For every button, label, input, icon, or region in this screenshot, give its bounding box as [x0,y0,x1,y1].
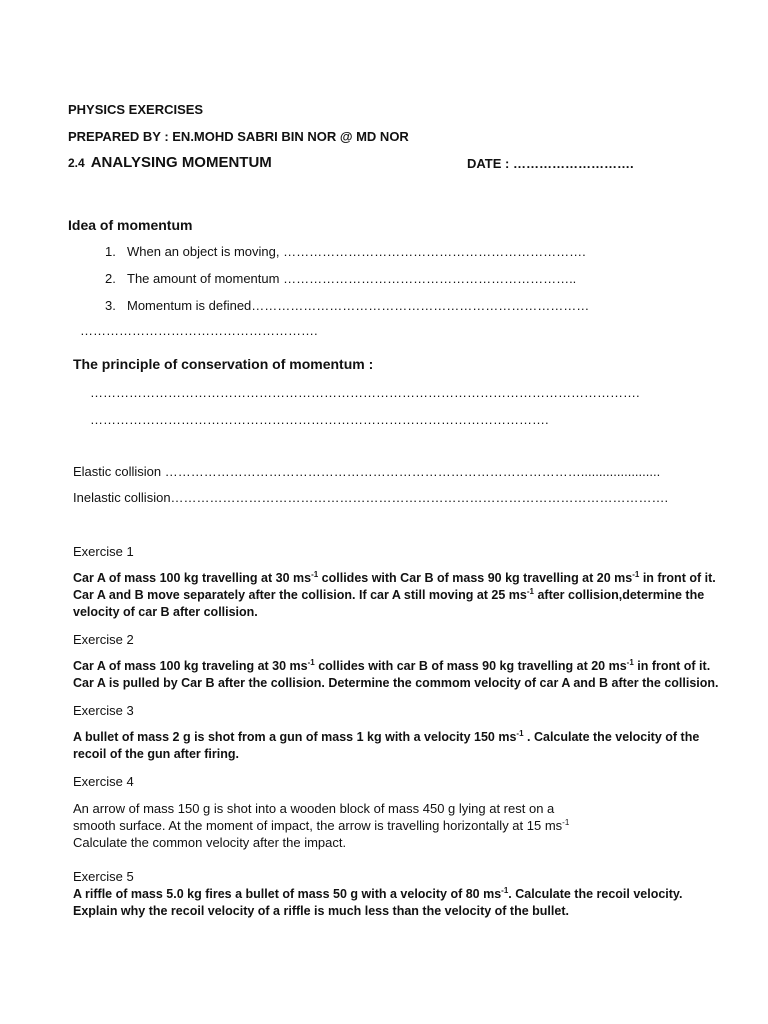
item-text: The amount of momentum ………………………………………………………….. [127,271,577,286]
exercise-title: Exercise 5 [73,869,134,884]
exercise-title: Exercise 2 [73,632,134,647]
exercise-line: A riffle of mass 5.0 kg fires a bullet of mass 50 g with a velocity of 80 $ms^{-1}$. Calculate the recoil velocity. [73,886,683,901]
exercise-text [73,729,713,763]
exercise-line: A bullet of mass 2 g is shot from a gun of mass 1 kg with a velocity 150 $ms^{-1}$ . Calculate the velocity of the [73,729,700,744]
exercise-title: Exercise 1 [73,544,134,559]
exercise-line: Car A of mass 100 kg traveling at 30 $ms^{-1}$ collides with car B of mass 90 kg travelling at 20 $ms^{-1}$ in front of it. [73,658,711,673]
exercise-text [73,658,719,692]
idea-item [105,244,586,259]
principle-heading: The principle of conservation of momentum : [73,356,374,372]
exercise-line: Car A is pulled by Car B after the collision. Determine the commom velocity of car A and B after the collision. [73,676,719,690]
exercise-line: Calculate the common velocity after the impact. [73,835,347,850]
exercise-title: Exercise 4 [73,774,134,789]
idea-heading: Idea of momentum [68,217,193,233]
idea-item [105,271,576,286]
exercise-text [73,800,713,851]
elastic-collision: Elastic collision ……………………………………………………………………………………...................... [73,464,661,479]
exercise-line: Car A and B move separately after the collision. If car A still moving at 25 $ms^{-1}$ after collision,determine the [73,587,705,602]
topic-title [68,154,272,171]
exercise-line: An arrow of mass 150 g is shot into a wooden block of mass 450 g lying at rest on a [73,801,555,816]
item-number: 2. [105,271,116,286]
exercise-title: Exercise 3 [73,703,134,718]
principle-line: ………………………………………………………………………………………………………………. [90,385,640,400]
inelastic-collision: Inelastic collision……………………………………………………………………………………………………. [73,490,669,505]
exercise-line: Car A of mass 100 kg travelling at 30 $ms^{-1}$ collides with Car B of mass 90 kg travelling at 20 $ms^{-1}$ in front of it. [73,570,716,585]
idea-item [105,298,589,313]
exercise-line: velocity of car B after collision. [73,605,258,619]
prepared-by: PREPARED BY : EN.MOHD SABRI BIN NOR @ MD NOR [68,129,409,144]
exercise-line: Explain why the recoil velocity of a riffle is much less than the velocity of the bullet. [73,904,569,918]
idea-continuation-line: ………………………………………………. [80,323,318,338]
document-subject: PHYSICS EXERCISES [68,102,204,117]
item-text: Momentum is defined…………………………………………………………………… [127,298,590,313]
topic-number: 2.4 [68,156,85,170]
item-number: 3. [105,298,116,313]
item-number: 1. [105,244,116,259]
exercise-text [73,570,716,621]
item-text: When an object is moving, ……………………………………………………………. [127,244,586,259]
topic-title-text: ANALYSING MOMENTUM [90,154,272,171]
principle-line: ……………………………………………………………………………………………. [90,412,549,427]
exercise-line: smooth surface. At the moment of impact, the arrow is travelling horizontally at 15 $ms^{-1}$ [73,818,570,833]
exercise-text [73,886,713,920]
date-field: DATE : ………………………. [467,156,634,171]
exercise-line: recoil of the gun after firing. [73,747,239,761]
